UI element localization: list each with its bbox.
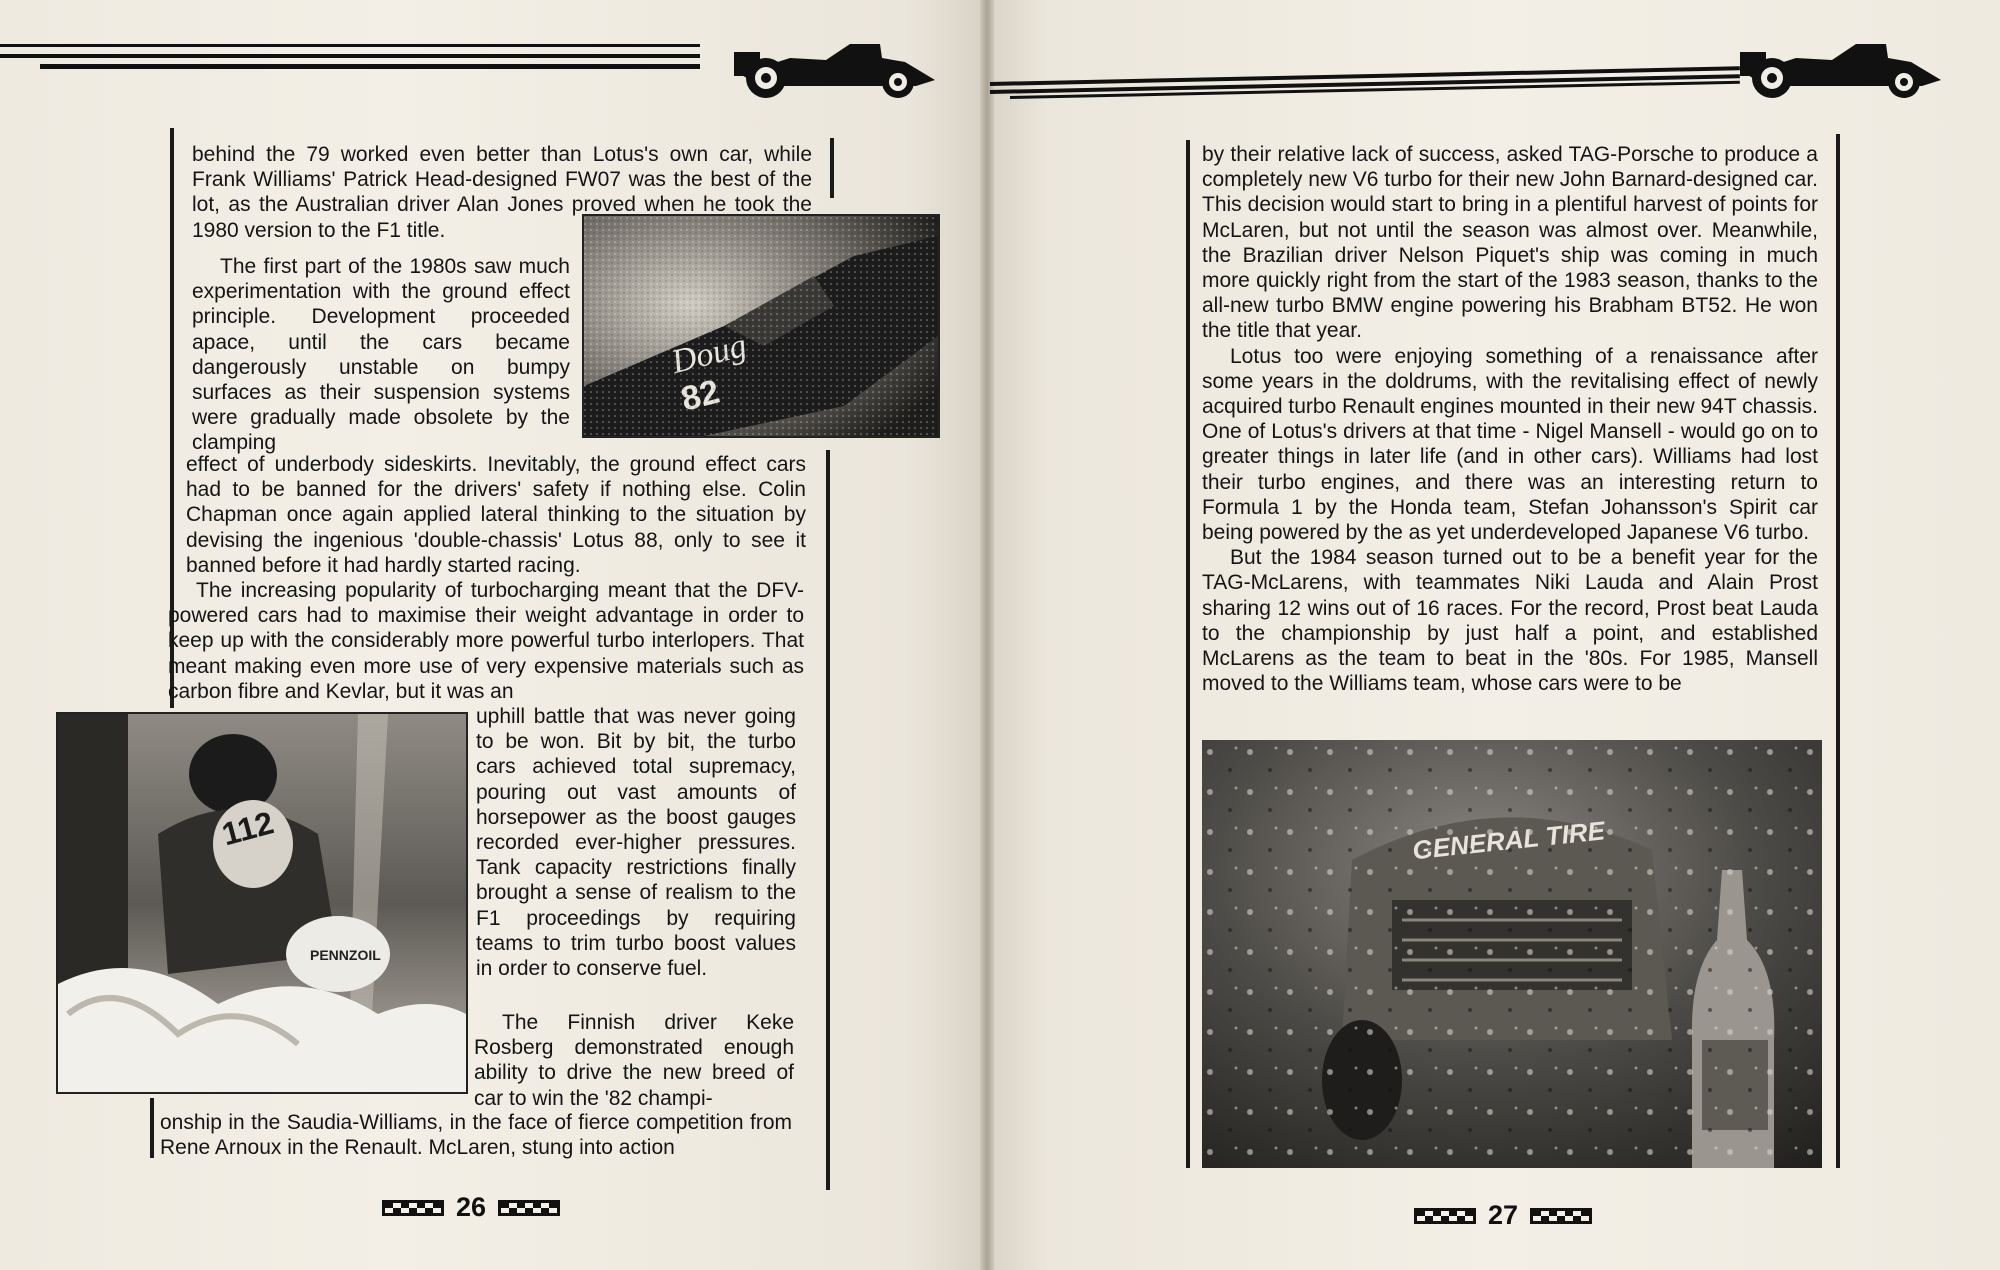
photo-boat-racer [56,712,468,1094]
page-number-left [382,1192,560,1223]
body-text-right [1202,142,1818,732]
checkered-flag-icon [1530,1208,1592,1224]
checkered-flag-icon [382,1200,444,1216]
column-rule [1836,134,1840,1168]
column-rule [830,138,834,198]
body-text-wrap: The first part of the 1980s saw much experimentation with the ground effect principle. Development proceeded apace, until the cars became dangerously unstable on bumpy surfaces as their suspension systems were gradually made obsolete by the clamping [192,255,570,455]
race-car-icon [1736,34,1946,100]
svg-text:PENNZOIL: PENNZOIL [310,947,381,963]
paragraph: But the 1984 season turned out to be a benefit year for the TAG-McLarens, with teammates Niki Lauda and Alain Prost sharing 12 wins out of 16 races. For the record, Prost beat Lauda to the championship by just half a point, and established McLarens as the team to beat in the '80s. For 1985, Mansell moved to the Williams team, whose cars were to be [1202,546,1818,696]
page-number: 27 [1488,1200,1519,1230]
checkered-flag-icon [498,1200,560,1216]
paragraph: Lotus too were enjoying something of a renaissance after some years in the doldrums, with the revitalising effect of newly acquired turbo Renault engines mounted in their new 94T chassis. One of Lotus's drivers at that time - Nigel Mansell - would go on to greater things in later life (and in other cars). Williams had lost their turbo engines, and there was an interesting return to Formula 1 by the Honda team, Stefan Johansson's Spirit car being powered by the as yet underdeveloped Japanese V6 turbo. [1202,344,1818,545]
column-rule [1186,140,1190,1168]
body-text-bottom: onship in the Saudia-Williams, in the face of fierce competition from Rene Arnoux in the Renault. McLaren, stung into action [160,1111,792,1160]
svg-text:112: 112 [218,804,278,853]
body-text-top: behind the 79 worked even better than Lotus's own car, while Frank Williams' Patrick Head-designed FW07 was the best of the lot, as the Australian driver Alan Jones proved when he took the 1980 version to the F1 title. [192,143,812,242]
body-text-full: effect of underbody sideskirts. Inevitably, the ground effect cars had to be banned for the drivers' safety if nothing else. Colin Chapman once again applied lateral thinking to the situation by devising the ingenious 'double-chassis' Lotus 88, only to see it banned before it had hardly started racing. [186,453,806,577]
page-number-right [1414,1200,1592,1231]
column-rule [150,1098,154,1158]
photo-truck-mud [1202,740,1822,1168]
body-text-narrow: uphill battle that was never going to be won. Bit by bit, the turbo cars achieved total supremacy, pouring out vast amounts of horsepower as the boost gauges recorded ever-higher pressures. Tank capacity restrictions finally brought a sense of realism to the F1 proceedings by requiring teams to trim turbo boost values in order to conserve fuel. [476,705,796,981]
book-gutter [980,0,994,1270]
body-text-narrow-2: The Finnish driver Keke Rosberg demonstrated enough ability to drive the new breed of car to win the '82 champi- [474,1011,794,1110]
body-text-full-2: The increasing popularity of turbocharging meant that the DFV-powered cars had to maximise their weight advantage in order to keep up with the considerably more powerful turbo interlopers. That meant making even more use of very expensive materials such as carbon fibre and Kevlar, but it was an [168,579,804,703]
race-car-icon [730,34,940,100]
column-rule [826,450,830,1190]
header-rule-right [990,50,1750,100]
header-rule-left [0,40,720,80]
page-number: 26 [456,1192,487,1222]
photo-powerboat [582,214,940,438]
checkered-flag-icon [1414,1208,1476,1224]
paragraph: by their relative lack of success, asked TAG-Porsche to produce a completely new V6 turbo for their new John Barnard-designed car. This decision would start to bring in a plentiful harvest of points for McLaren, but not until the season was almost over. Meanwhile, the Brazilian driver Nelson Piquet's ship was coming in much more quickly right from the start of the 1983 season, thanks to the all-new turbo BMW engine powering his Brabham BT52. He won the title that year. [1202,143,1818,343]
